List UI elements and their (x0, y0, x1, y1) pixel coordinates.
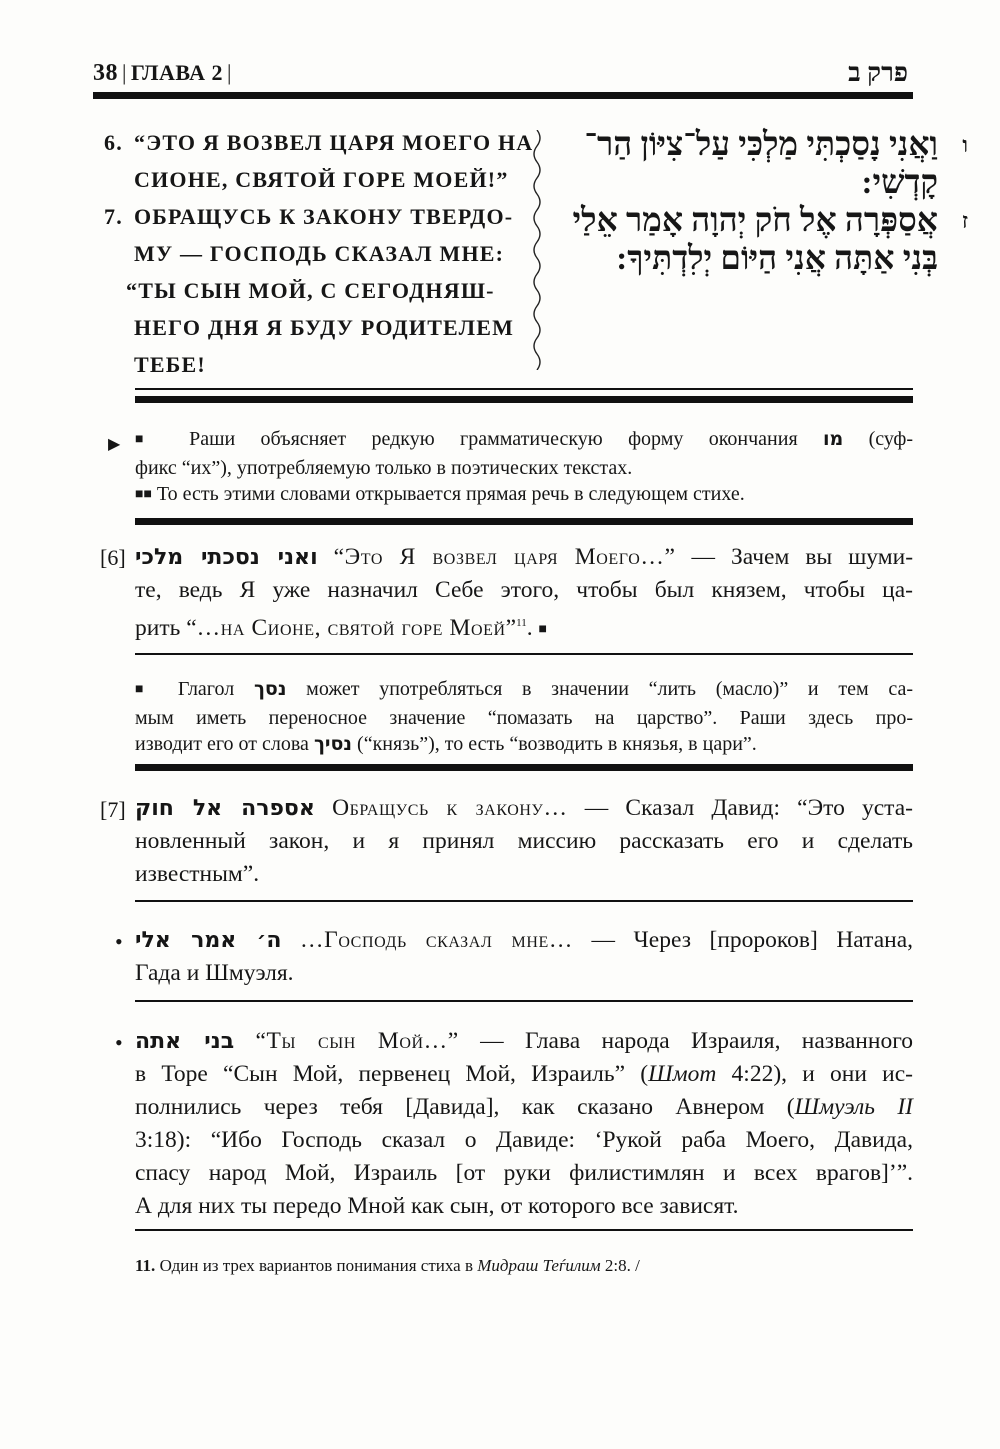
verse-line: קָדְשִׁי: (861, 165, 938, 201)
comment-text: . (526, 614, 533, 641)
footnote-text: Один из трех вариантов понимания стиха в (155, 1256, 478, 1275)
thin-rule (135, 653, 913, 655)
verse-bracket-6: [6] (100, 545, 126, 570)
footnote-number: 11. (135, 1256, 156, 1275)
verse-number: ז (961, 208, 968, 233)
thin-rule (135, 1229, 913, 1231)
note-text: Глагол (177, 678, 235, 700)
comment-text: — Через [пророков] Натана, (572, 927, 914, 953)
note-text: фикс “их”), употребляемую только в поэтических текстах. (135, 457, 633, 479)
verse-line: בְּנִי אַתָּה אֲנִי הַיּוֹם יְלִדְתִּיךָ: (616, 241, 938, 277)
hebrew-lemma: ה׳ אמר אלי (135, 928, 282, 953)
section-rule (135, 764, 913, 771)
rashi-comment-6: ואני נסכתי מלכי “Это Я возвел царя Моего…” — Зачем вы шуми- те, ведь Я уже назначил Себе этого, чтобы был князем, чтобы ца- рить “…на Сионе, святой горе Моей”$^{11}$. ■ (135, 544, 914, 641)
thin-rule (135, 900, 913, 902)
bullet-icon: • (115, 929, 123, 954)
verse-6-russian (100, 124, 534, 198)
hebrew-term: מו (822, 428, 844, 450)
hebrew-term: נסך (253, 678, 287, 700)
comment-text: ” (505, 614, 517, 641)
verse-7-hebrew (548, 202, 968, 278)
verse-7-russian (100, 198, 520, 383)
verse-bracket-7: [7] (100, 797, 126, 822)
header-rule (93, 92, 913, 99)
thin-rule (135, 1000, 913, 1002)
verse-line: ОБРАЩУСЬ К ЗАКОНУ ТВЕРДО- (134, 204, 514, 229)
comment-text: А для них ты передо Мной как сын, от которого все зависят. (135, 1193, 739, 1219)
quote-small-caps: …на Сионе, святой горе Моей (196, 614, 506, 641)
chapter-label: ГЛАВА 2 (130, 60, 224, 85)
quote-small-caps: “Это Я возвел царя Моего…” (333, 544, 676, 570)
comment-text: Гада и Шмуэля. (135, 960, 294, 986)
source-reference: Шмуэль II (794, 1094, 914, 1120)
note-text: (“князь”), то есть “возводить в князья, в цари”. (357, 733, 757, 755)
footnote-text: 2:8. / (600, 1256, 640, 1275)
bullet-icon: • (115, 1030, 123, 1055)
section-rule (135, 396, 913, 403)
footnote-11 (135, 1256, 640, 1276)
note-text: мым иметь переносное значение “помазать на царство”. Раши здесь про- (135, 707, 913, 729)
rashi-comment-7 (135, 792, 913, 891)
verse-6-hebrew (548, 126, 968, 202)
verse-line: “ЭТО Я ВОЗВЕЛ ЦАРЯ МОЕГО НА (134, 130, 534, 155)
verb-note: ■ Глагол נסך может употребляться в значении “лить (масло)” и тем са- мым иметь переносное значение “помазать на царство”. Раши здесь про- изводит его от слова נסיך (“князь”), то есть “возводить в князья, в цари”. (135, 678, 913, 755)
comment-text: — Сказал Давид: “Это уста- (567, 795, 913, 821)
comment-text: 3:18): “Ибо Господь сказал о Давиде: ‘Рукой раба Моего, Давида, (135, 1127, 913, 1153)
source-reference: Шмот (648, 1061, 717, 1087)
rashi-comment-7b (135, 924, 913, 990)
quote-small-caps: …Господь сказал мне… (300, 927, 573, 953)
verse-number: 7. (104, 204, 123, 229)
comment-text: известным”. (135, 861, 260, 887)
hebrew-term: נסיך (313, 733, 353, 755)
note-text: То есть этими словами открывается прямая речь в следующем стихе. (156, 483, 745, 505)
hebrew-lemma: בני אתה (135, 1029, 235, 1054)
verse-line: НЕГО ДНЯ Я БУДУ РОДИТЕЛЕМ (134, 315, 515, 340)
verse-line: “ТЫ СЫН МОЙ, С СЕГОДНЯШ- (126, 278, 495, 303)
comment-text: в Торе “Сын Мой, первенец Мой, Израиль” ( (135, 1061, 649, 1087)
source-reference: Мидраш Теѓилим (477, 1256, 601, 1275)
quote-small-caps: “Ты сын Мой…” (255, 1028, 459, 1054)
verse-line: МУ — ГОСПОДЬ СКАЗАЛ МНЕ: (134, 241, 505, 266)
verse-line: אֲסַפְּרָה אֶל חֹק יְהוָה אָמַר אֵלַי (572, 203, 938, 239)
grammar-note: ■ Раши объясняет редкую грамматическую форму окончания מו (суф- фикс “их”), употребляемую только в поэтических текстах. ■■ То есть этими словами открывается прямая речь в следующем стихе. (135, 428, 913, 505)
note-text: (суф- (868, 428, 913, 450)
comment-text: спасу народ Мой, Израиль [от руки филистимлян и всех врагов]’”. (135, 1160, 913, 1186)
page-number: 38 (93, 60, 118, 86)
comment-text: те, ведь Я уже назначил Себе этого, чтобы был князем, чтобы ца- (135, 577, 913, 603)
note-text: изводит его от слова (135, 733, 309, 755)
wavy-column-divider (528, 130, 546, 370)
verse-number: ו (962, 132, 968, 157)
hebrew-lemma: ואני נסכתי מלכי (135, 545, 318, 570)
triangle-marker-icon: ▶ (108, 436, 121, 453)
footnote-ref[interactable]: 11 (516, 617, 527, 629)
verse-line: СИОНЕ, СВЯТОЙ ГОРЕ МОЕЙ!” (134, 167, 509, 192)
hebrew-chapter-label: פרק ב (848, 58, 908, 87)
comment-text: — Глава народа Израиля, названного (458, 1028, 914, 1054)
verse-number: 6. (104, 130, 123, 155)
note-text: Раши объясняет редкую грамматическую форму окончания (189, 428, 798, 450)
hebrew-lemma: אספרה אל חוק (135, 796, 315, 821)
running-header: 38 | ГЛАВА 2 | (93, 60, 232, 86)
quote-small-caps: Обращусь к закону… (332, 795, 568, 821)
comment-text: новленный закон, и я принял миссию рассказать его и сделать (135, 828, 913, 854)
section-rule (135, 518, 913, 525)
verse-line: ТЕБЕ! (134, 352, 206, 377)
rashi-comment-7c (135, 1025, 913, 1223)
note-text: может употребляться в значении “лить (масло)” и тем са- (306, 678, 913, 700)
verse-line: וַאֲנִי נָסַכְתִּי מַלְכִּי עַל־צִיּוֹן הַר־ (584, 127, 938, 163)
comment-text: — Зачем вы шуми- (675, 544, 914, 570)
comment-text: 4:22), и они ис- (716, 1061, 913, 1087)
comment-text: полнились через тебя [Давида], как сказано Авнером ( (135, 1094, 795, 1120)
comment-text: рить “ (135, 614, 197, 641)
section-rule (135, 388, 913, 390)
